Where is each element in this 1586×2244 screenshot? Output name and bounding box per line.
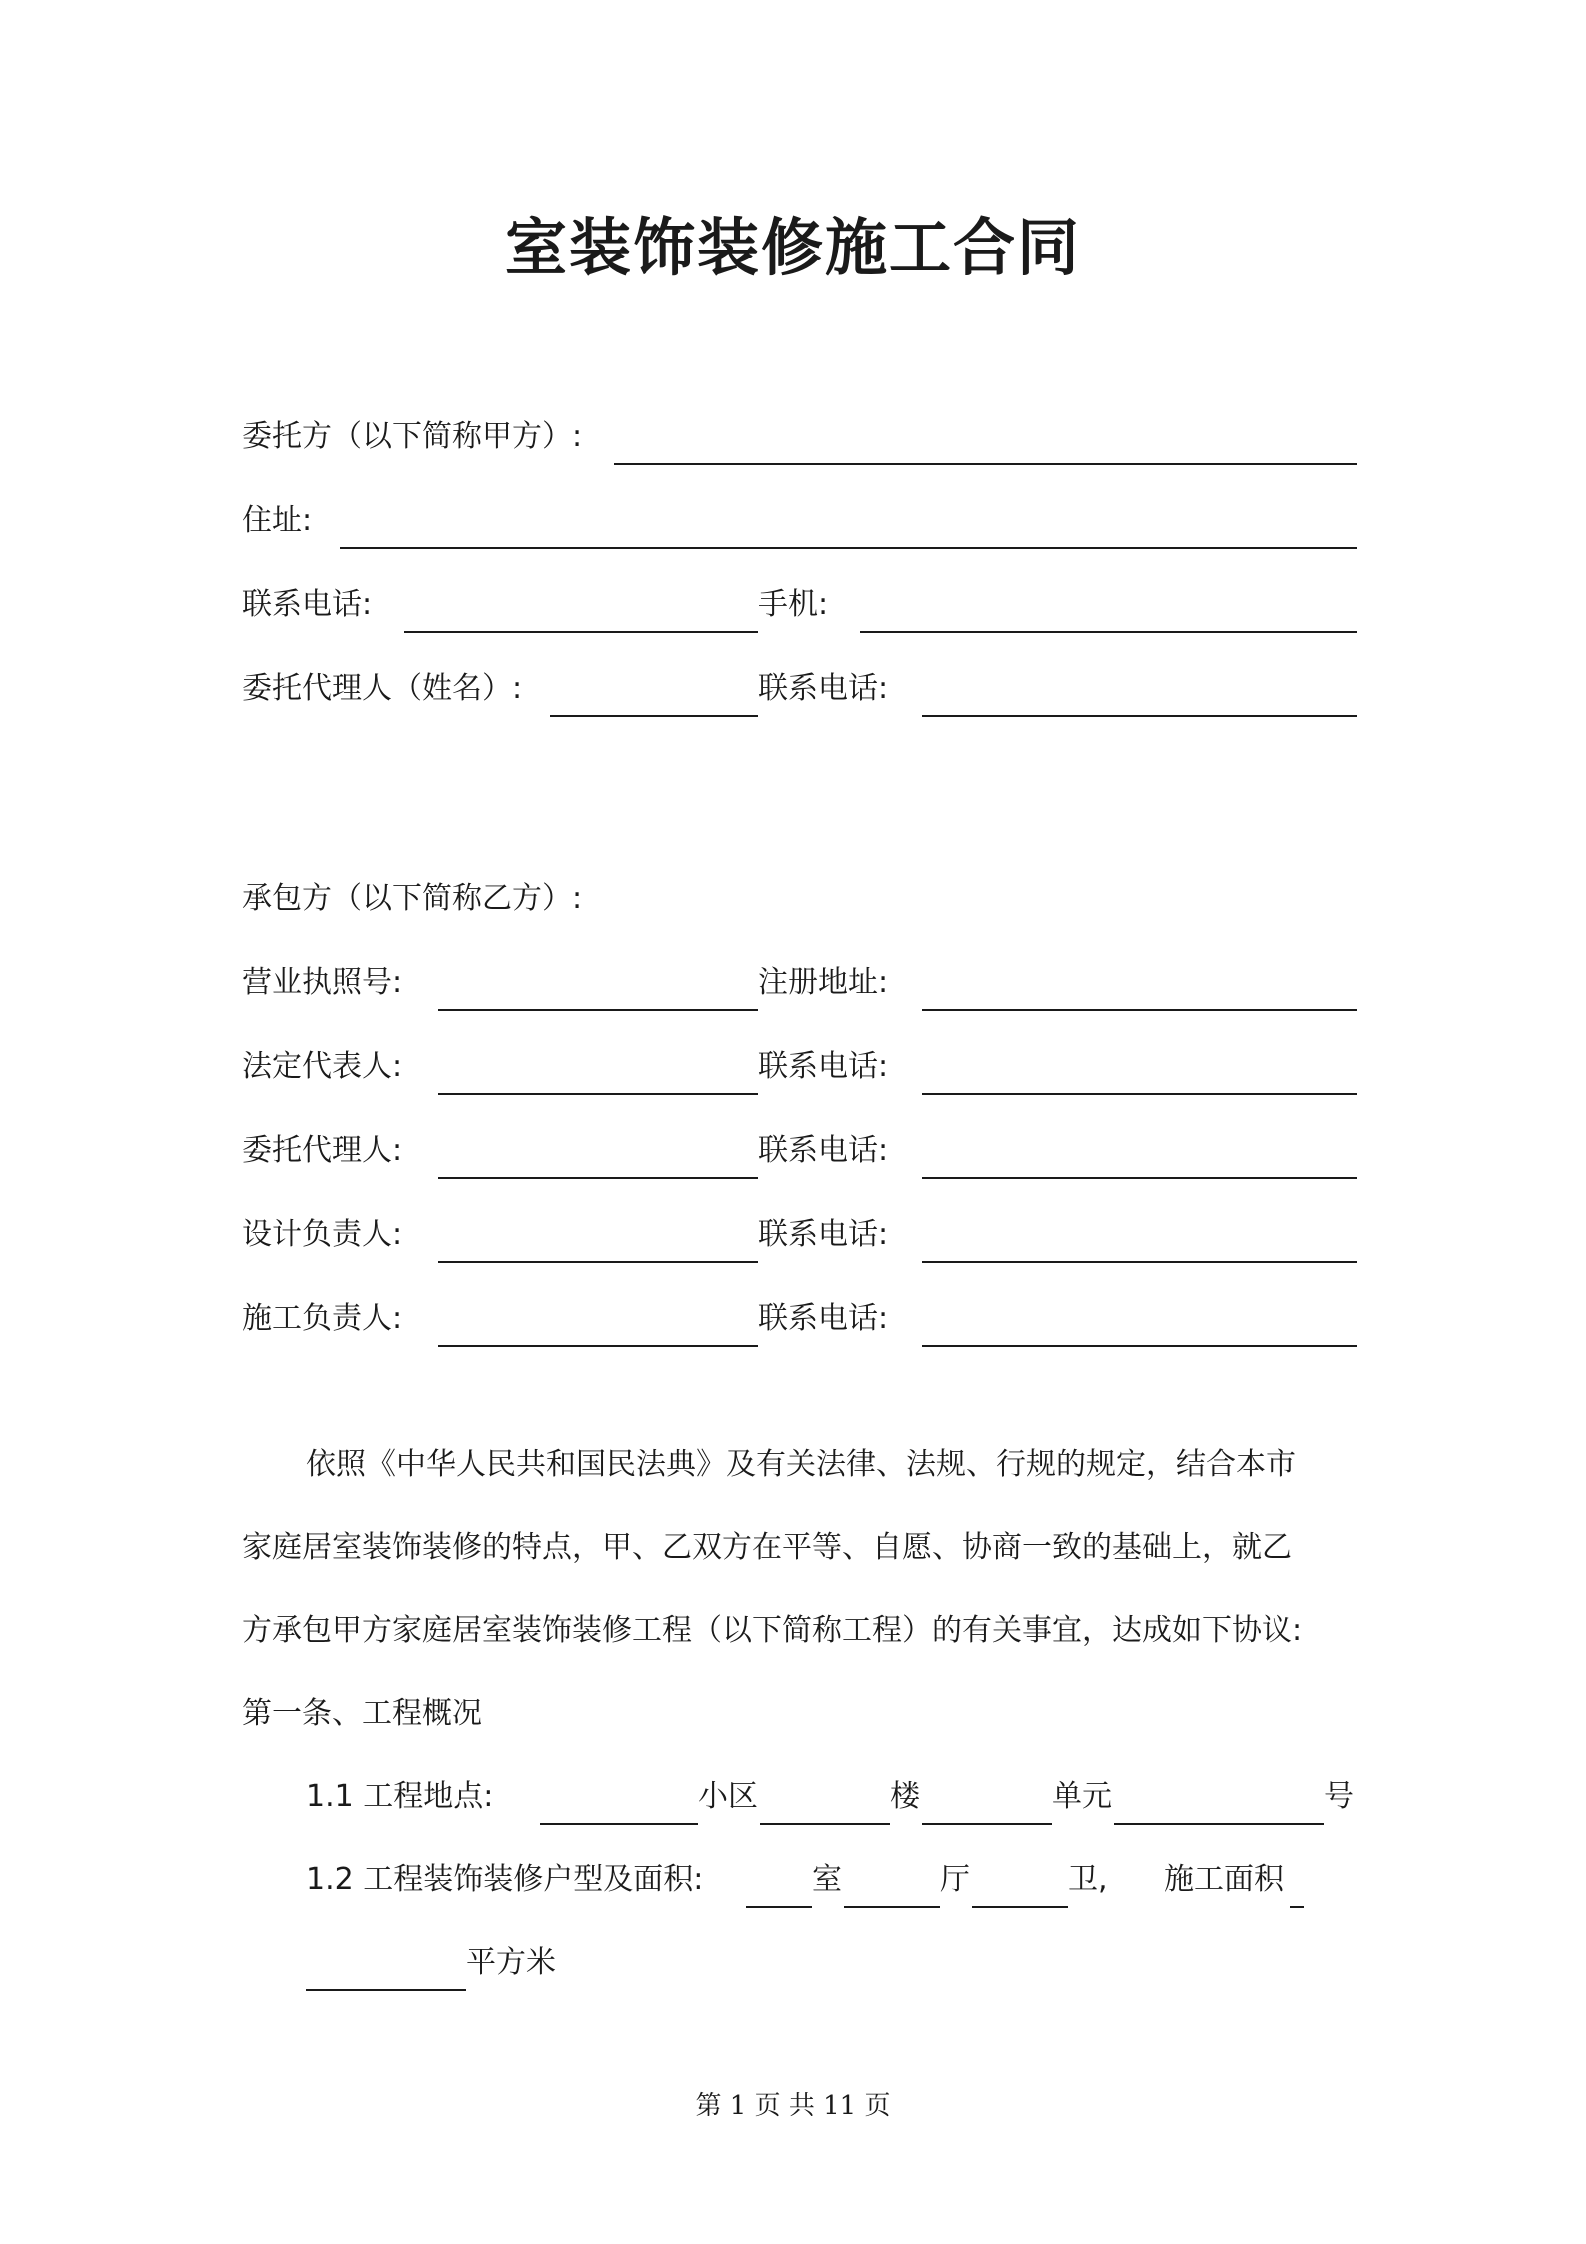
preamble-text-1: 依照《中华人民共和国民法典》及有关法律、法规、行规的规定，结合本市 — [306, 1447, 1296, 1482]
area-field[interactable] — [306, 1935, 466, 1991]
party-b-legal-rep-phone-field[interactable] — [922, 1039, 1357, 1095]
unit-field[interactable] — [1114, 1769, 1324, 1825]
unit-label: 单元 — [1052, 1779, 1112, 1814]
party-a-address-label: 住址: — [242, 503, 313, 538]
party-b-agent-field[interactable] — [438, 1123, 758, 1179]
party-b-agent-phone-label: 联系电话: — [758, 1133, 889, 1168]
bath-label: 卫, — [1068, 1862, 1108, 1897]
party-a-entrust-row — [242, 409, 1357, 465]
party-a-name-field[interactable] — [614, 409, 1357, 465]
party-b-reg-addr-field[interactable] — [922, 955, 1357, 1011]
community-label: 小区 — [698, 1779, 758, 1814]
party-b-contractor-label: 承包方（以下简称乙方）: — [242, 881, 583, 916]
party-b-construction-phone-field[interactable] — [922, 1291, 1357, 1347]
community-field[interactable] — [760, 1769, 890, 1825]
party-b-design-phone-field[interactable] — [922, 1207, 1357, 1263]
room-count-field[interactable] — [746, 1852, 812, 1908]
party-a-agent-phone-field[interactable] — [922, 661, 1357, 717]
item-1-2-label: 1.2 工程装饰装修户型及面积: — [306, 1862, 704, 1897]
hall-label: 厅 — [940, 1862, 970, 1897]
party-b-agent-row — [242, 1123, 1357, 1179]
area-field-start[interactable] — [1290, 1852, 1304, 1908]
party-b-license-row — [242, 955, 1357, 1011]
party-a-mobile-field[interactable] — [860, 577, 1357, 633]
party-b-legal-rep-label: 法定代表人: — [242, 1049, 403, 1084]
party-b-reg-addr-label: 注册地址: — [758, 965, 889, 1000]
party-a-phone-field[interactable] — [404, 577, 758, 633]
party-a-agent-row — [242, 661, 1357, 717]
article-1-heading: 第一条、工程概况 — [242, 1696, 482, 1731]
party-b-design-label: 设计负责人: — [242, 1217, 403, 1252]
item-1-1-row — [242, 1769, 1357, 1825]
building-label: 楼 — [890, 1779, 920, 1814]
page-footer: 第 1 页 共 11 页 — [695, 2091, 891, 2121]
party-b-design-phone-label: 联系电话: — [758, 1217, 889, 1252]
room-label: 室 — [812, 1862, 842, 1897]
party-a-agent-phone-label: 联系电话: — [758, 671, 889, 706]
party-a-entrust-label: 委托方（以下简称甲方）: — [242, 419, 583, 454]
party-a-agent-label: 委托代理人（姓名）: — [242, 671, 523, 706]
number-label: 号 — [1324, 1779, 1354, 1814]
party-b-construction-label: 施工负责人: — [242, 1301, 403, 1336]
location-street-field[interactable] — [540, 1769, 698, 1825]
bath-count-field[interactable] — [972, 1852, 1068, 1908]
party-b-construction-phone-label: 联系电话: — [758, 1301, 889, 1336]
party-a-phone-row — [242, 577, 1357, 633]
hall-count-field[interactable] — [844, 1852, 940, 1908]
party-b-design-field[interactable] — [438, 1207, 758, 1263]
item-1-2-area-row — [242, 1935, 1357, 1991]
party-b-license-label: 营业执照号: — [242, 965, 403, 1000]
party-b-contractor-row — [242, 871, 1357, 927]
item-1-1-label: 1.1 工程地点: — [306, 1779, 494, 1814]
party-b-legal-rep-phone-label: 联系电话: — [758, 1049, 889, 1084]
item-1-2-row — [242, 1852, 1357, 1908]
party-a-agent-field[interactable] — [550, 661, 758, 717]
party-a-address-row — [242, 493, 1357, 549]
building-field[interactable] — [922, 1769, 1052, 1825]
preamble-line-1 — [242, 1437, 1357, 1493]
preamble-line-3: 方承包甲方家庭居室装饰装修工程（以下简称工程）的有关事宜，达成如下协议: — [242, 1613, 1303, 1648]
party-b-agent-phone-field[interactable] — [922, 1123, 1357, 1179]
party-b-legal-rep-field[interactable] — [438, 1039, 758, 1095]
sqm-label: 平方米 — [466, 1945, 556, 1980]
party-b-agent-label: 委托代理人: — [242, 1133, 403, 1168]
party-b-design-row — [242, 1207, 1357, 1263]
area-label: 施工面积 — [1164, 1862, 1284, 1897]
party-b-construction-field[interactable] — [438, 1291, 758, 1347]
party-a-mobile-label: 手机: — [758, 587, 829, 622]
party-b-legal-rep-row — [242, 1039, 1357, 1095]
party-a-address-field[interactable] — [340, 493, 1357, 549]
party-b-license-field[interactable] — [438, 955, 758, 1011]
document-title: 室装饰装修施工合同 — [504, 211, 1081, 284]
party-a-phone-label: 联系电话: — [242, 587, 373, 622]
party-b-construction-row — [242, 1291, 1357, 1347]
preamble-line-2: 家庭居室装饰装修的特点，甲、乙双方在平等、自愿、协商一致的基础上，就乙 — [242, 1530, 1292, 1565]
